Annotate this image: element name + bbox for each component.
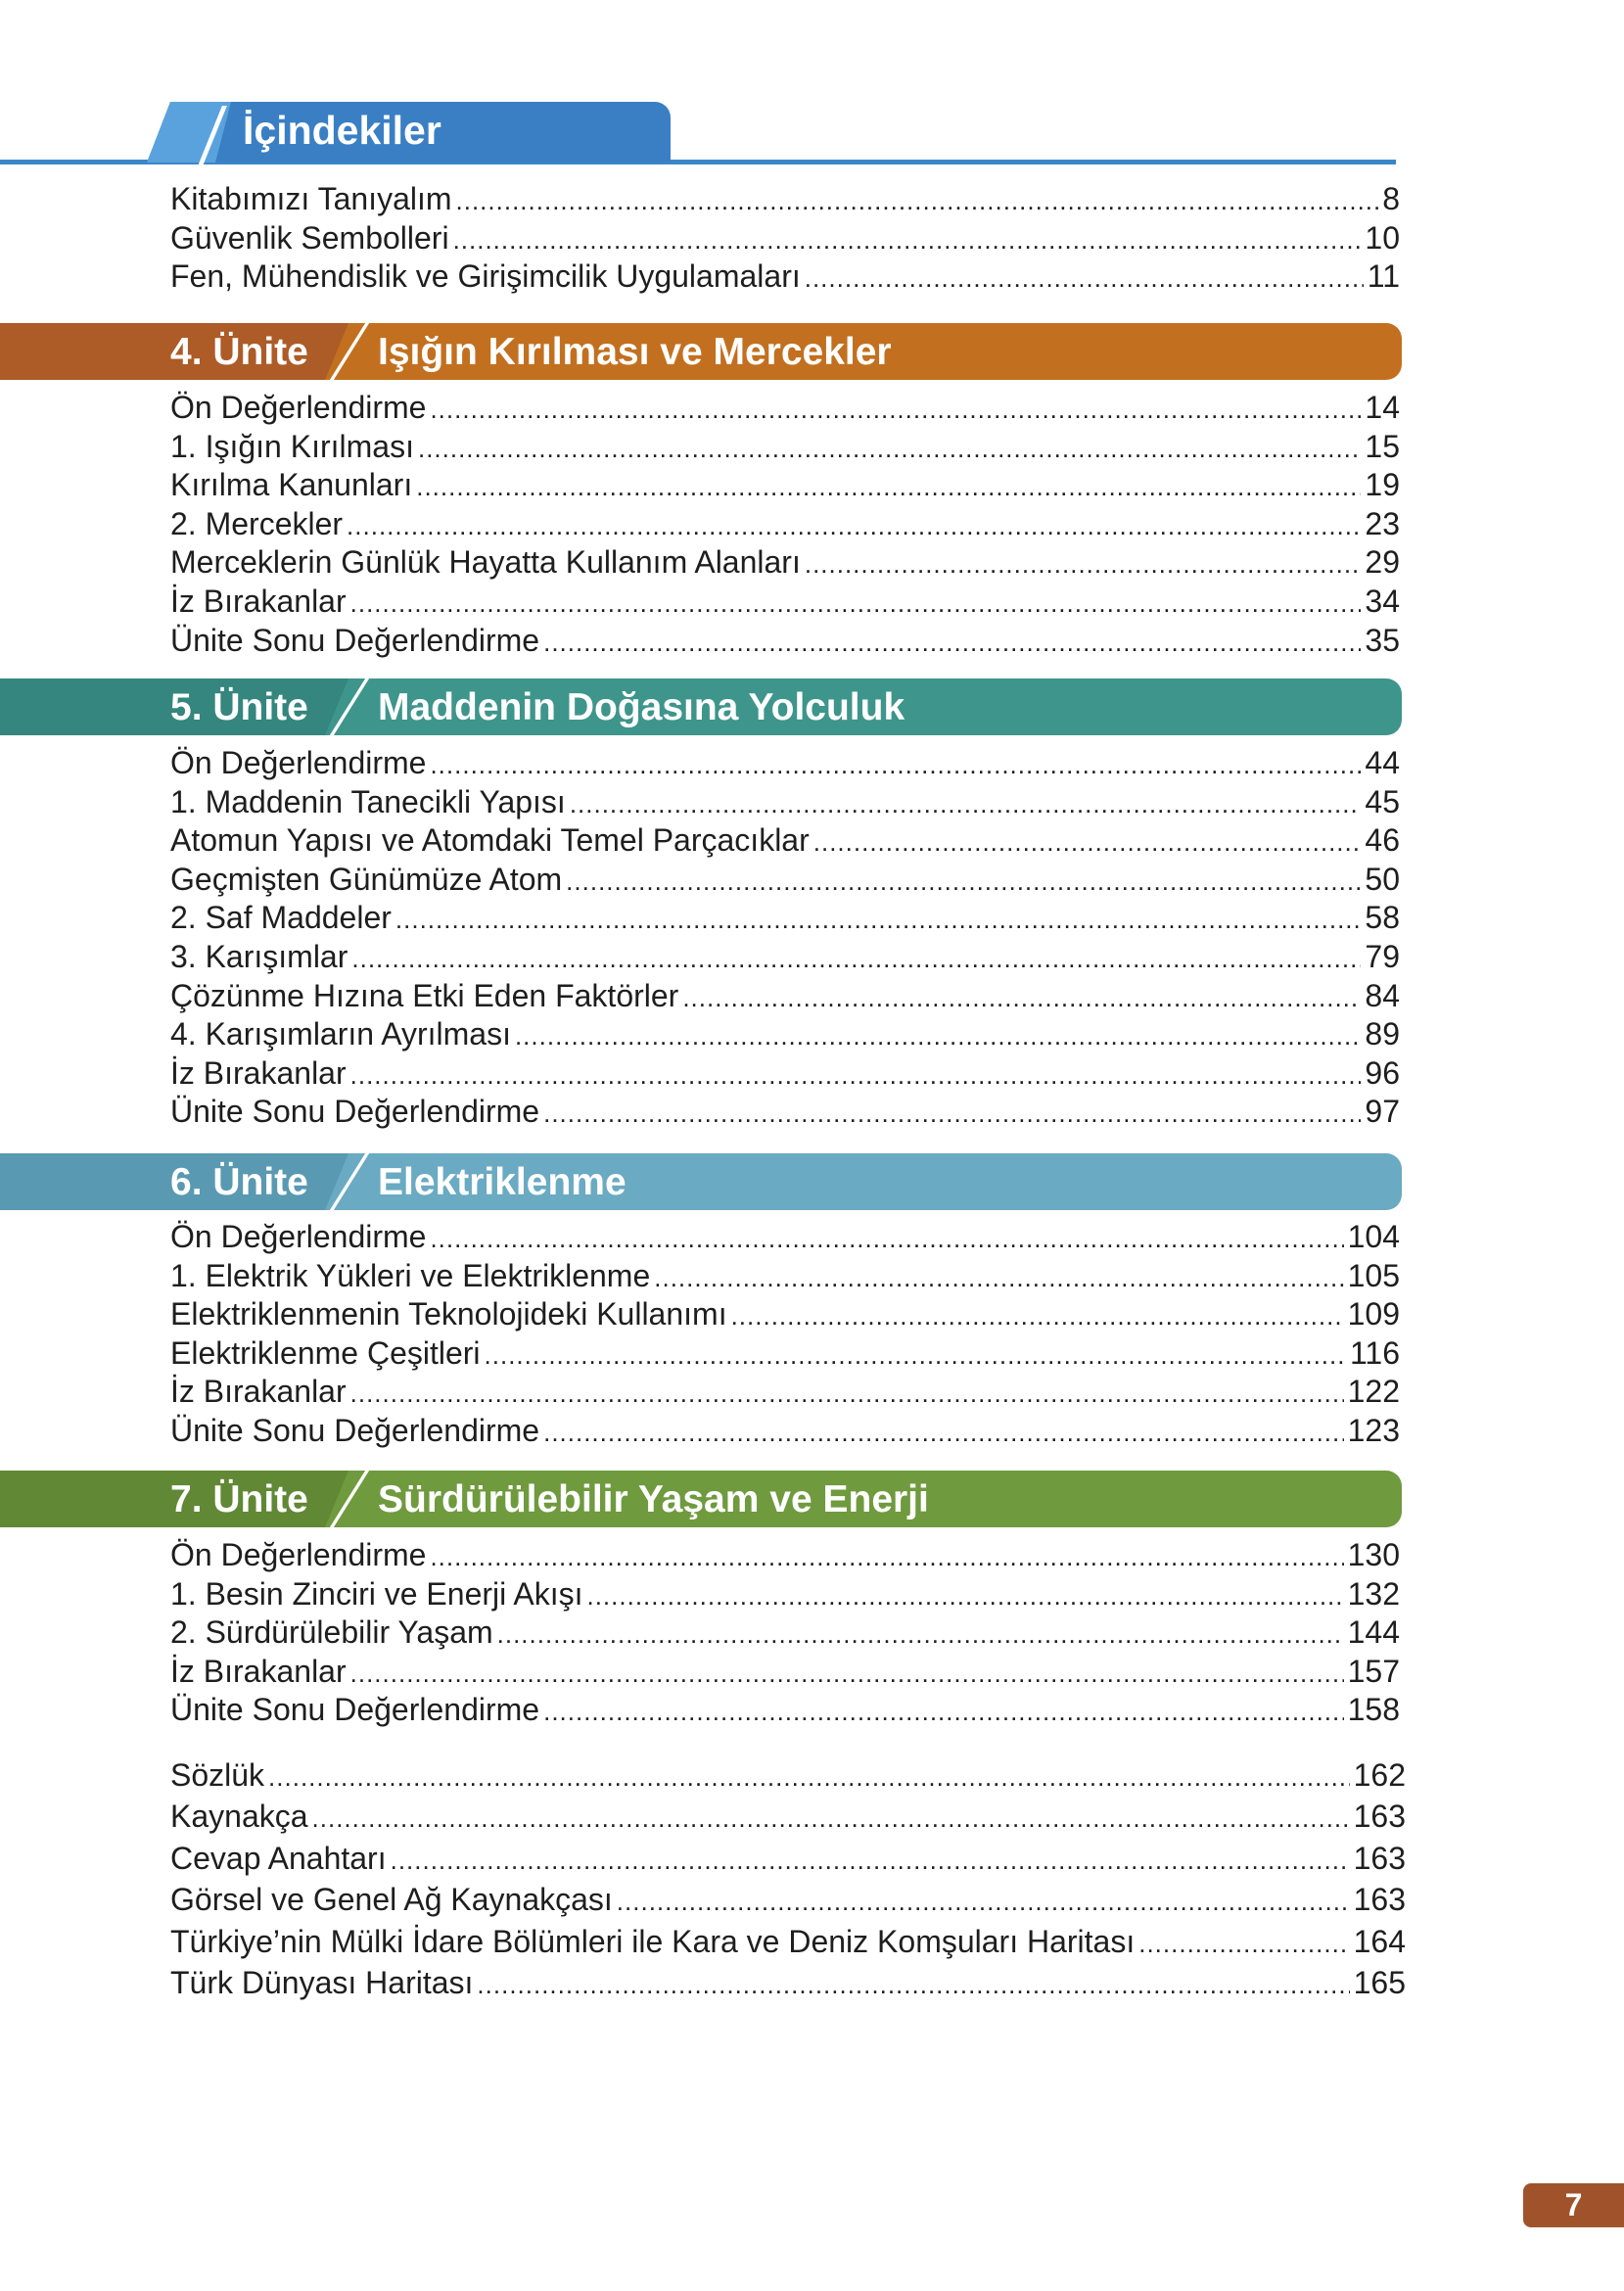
- toc-entry-page: 123: [1347, 1412, 1400, 1448]
- toc-entry-label: 2. Mercekler: [170, 505, 344, 541]
- leader-dots: [731, 1297, 1344, 1336]
- toc-entry-label: İz Bırakanlar: [170, 1374, 347, 1410]
- unit-5-banner: [0, 678, 1402, 735]
- leader-dots: [391, 1840, 1350, 1881]
- toc-entry-label: 1. Maddenin Tanecikli Yapısı: [170, 783, 566, 819]
- toc-entry-page: 163: [1353, 1799, 1406, 1835]
- toc-entry-page: 109: [1347, 1296, 1400, 1333]
- toc-entry-label: Çözünme Hızına Etki Eden Faktörler: [170, 977, 679, 1013]
- toc-entry[interactable]: [170, 1838, 1406, 1879]
- toc-entry-label: Ön Değerlendirme: [170, 1219, 427, 1254]
- toc-entry-label: Geçmişten Günümüze Atom: [170, 861, 563, 897]
- toc-entry[interactable]: [170, 1754, 1406, 1796]
- leader-dots: [350, 584, 1362, 624]
- toc-entry-label: 2. Saf Maddeler: [170, 900, 392, 936]
- toc-entry-page: 79: [1365, 938, 1400, 974]
- toc-entry[interactable]: [170, 1879, 1406, 1920]
- toc-entry[interactable]: [170, 583, 1400, 622]
- leader-dots: [682, 979, 1361, 1018]
- leader-dots: [395, 901, 1362, 940]
- leader-dots: [268, 1756, 1350, 1798]
- page-number-badge: 7: [1523, 2183, 1624, 2227]
- toc-entry[interactable]: [170, 1613, 1400, 1653]
- toc-entry-page: 44: [1365, 745, 1400, 780]
- unit-6-entries: [170, 1218, 1400, 1451]
- toc-entry-page: 84: [1365, 977, 1400, 1013]
- toc-entry[interactable]: [170, 1921, 1406, 1962]
- toc-entry-page: 163: [1353, 1840, 1406, 1876]
- toc-entry-page: 29: [1365, 544, 1400, 581]
- toc-entry[interactable]: [170, 1536, 1400, 1575]
- toc-entry-page: 50: [1365, 861, 1400, 897]
- toc-entry-page: 14: [1365, 390, 1400, 425]
- toc-entry-page: 163: [1353, 1882, 1406, 1918]
- toc-entry-label: İz Bırakanlar: [170, 1054, 347, 1091]
- toc-appendix-list: [170, 1754, 1406, 2003]
- unit-7-entries: [170, 1536, 1400, 1730]
- unit-7-banner: [0, 1471, 1402, 1527]
- toc-entry[interactable]: [170, 744, 1400, 783]
- toc-entry-label: 1. Işığın Kırılması: [170, 428, 414, 464]
- unit-number: 4. Ünite: [170, 331, 308, 373]
- leader-dots: [813, 823, 1362, 863]
- toc-entry-page: 11: [1367, 258, 1400, 295]
- toc-entry-page: 157: [1347, 1653, 1400, 1689]
- toc-entry[interactable]: [170, 1093, 1400, 1132]
- toc-entry[interactable]: [170, 257, 1400, 297]
- toc-entry-page: 165: [1353, 1964, 1406, 2000]
- toc-entry-page: 122: [1347, 1374, 1400, 1410]
- leader-dots: [430, 1538, 1343, 1577]
- unit-title: Elektriklenme: [378, 1161, 626, 1203]
- toc-entry-label: Merceklerin Günlük Hayatta Kullanım Alanları: [170, 544, 801, 581]
- leader-dots: [617, 1881, 1350, 1922]
- toc-entry-page: 96: [1365, 1054, 1400, 1091]
- toc-entry-label: İz Bırakanlar: [170, 583, 347, 619]
- toc-entry[interactable]: [170, 180, 1400, 219]
- leader-dots: [312, 1798, 1350, 1839]
- leader-dots: [654, 1259, 1343, 1298]
- toc-entry-label: Ön Değerlendirme: [170, 745, 427, 780]
- toc-entry[interactable]: [170, 977, 1400, 1016]
- toc-entry-page: 164: [1353, 1923, 1406, 1959]
- toc-entry-page: 116: [1349, 1334, 1400, 1371]
- toc-entry-page: 34: [1365, 583, 1400, 619]
- toc-entry[interactable]: [170, 1218, 1400, 1257]
- toc-entry-label: 2. Sürdürülebilir Yaşam: [170, 1614, 493, 1651]
- toc-entry[interactable]: [170, 1962, 1406, 2003]
- toc-entry-page: 104: [1347, 1219, 1400, 1254]
- leader-dots: [570, 785, 1362, 824]
- unit-title: Işığın Kırılması ve Mercekler: [378, 331, 892, 373]
- toc-intro-list: [170, 180, 1400, 297]
- leader-dots: [566, 863, 1361, 902]
- toc-entry-page: 130: [1347, 1537, 1400, 1572]
- toc-entry-page: 35: [1365, 622, 1400, 658]
- leader-dots: [805, 259, 1364, 299]
- leader-dots: [805, 545, 1362, 584]
- unit-6-banner: [0, 1153, 1402, 1210]
- toc-entry-label: Türk Dünyası Haritası: [170, 1964, 474, 2000]
- toc-entry-page: 162: [1353, 1757, 1406, 1793]
- toc-entry[interactable]: [170, 1412, 1400, 1451]
- leader-dots: [418, 430, 1361, 469]
- toc-entry-label: 3. Karışımlar: [170, 938, 348, 974]
- toc-entry-label: Ünite Sonu Değerlendirme: [170, 1094, 540, 1130]
- leader-dots: [347, 507, 1361, 546]
- unit-title: Sürdürülebilir Yaşam ve Enerji: [378, 1478, 929, 1520]
- toc-entry[interactable]: [170, 389, 1400, 428]
- leader-dots: [351, 940, 1361, 979]
- toc-entry[interactable]: [170, 821, 1400, 861]
- leader-dots: [515, 1017, 1361, 1056]
- toc-entry[interactable]: [170, 783, 1400, 822]
- toc-entry-label: Ünite Sonu Değerlendirme: [170, 622, 540, 658]
- toc-entry[interactable]: [170, 543, 1400, 583]
- toc-entry-page: 105: [1347, 1257, 1400, 1293]
- toc-entry-label: İz Bırakanlar: [170, 1653, 347, 1689]
- leader-dots: [543, 1693, 1344, 1732]
- toc-entry[interactable]: [170, 466, 1400, 505]
- leader-dots: [586, 1577, 1343, 1616]
- toc-entry-page: 45: [1365, 783, 1400, 819]
- unit-5-entries: [170, 744, 1400, 1132]
- leader-dots: [416, 468, 1361, 507]
- toc-entry-label: 1. Elektrik Yükleri ve Elektriklenme: [170, 1257, 651, 1293]
- toc-entry-page: 46: [1365, 822, 1400, 859]
- unit-number: 7. Ünite: [170, 1478, 308, 1520]
- toc-entry-label: Kaynakça: [170, 1799, 308, 1835]
- leader-dots: [430, 391, 1361, 430]
- toc-entry-label: Ünite Sonu Değerlendirme: [170, 1412, 540, 1448]
- toc-entry-label: Elektriklenme Çeşitleri: [170, 1334, 481, 1371]
- toc-entry-label: Kitabımızı Tanıyalım: [170, 181, 452, 216]
- toc-entry-label: Fen, Mühendislik ve Girişimcilik Uygulamaları: [170, 258, 801, 295]
- toc-entry-label: Ünite Sonu Değerlendirme: [170, 1692, 540, 1728]
- leader-dots: [485, 1336, 1346, 1376]
- toc-entry-page: 158: [1347, 1692, 1400, 1728]
- toc-entry[interactable]: [170, 1796, 1406, 1837]
- toc-entry-label: Atomun Yapısı ve Atomdaki Temel Parçacıklar: [170, 822, 810, 859]
- leader-dots: [477, 1964, 1349, 2005]
- leader-dots: [543, 624, 1361, 663]
- toc-entry-label: 4. Karışımların Ayrılması: [170, 1016, 511, 1052]
- page-title: İçindekiler: [243, 108, 441, 153]
- toc-entry[interactable]: [170, 1373, 1400, 1412]
- toc-entry[interactable]: [170, 1575, 1400, 1614]
- toc-entry-page: 58: [1365, 900, 1400, 936]
- toc-entry[interactable]: [170, 1691, 1400, 1730]
- leader-dots: [543, 1095, 1361, 1134]
- toc-entry[interactable]: [170, 861, 1400, 900]
- toc-entry-page: 10: [1365, 219, 1400, 256]
- leader-dots: [350, 1655, 1344, 1694]
- toc-entry-page: 19: [1365, 467, 1400, 503]
- unit-title: Maddenin Doğasına Yolculuk: [378, 686, 905, 728]
- toc-entry[interactable]: [170, 622, 1400, 661]
- toc-entry[interactable]: [170, 1653, 1400, 1692]
- toc-entry-label: Görsel ve Genel Ağ Kaynakçası: [170, 1882, 613, 1918]
- toc-entry[interactable]: [170, 1054, 1400, 1094]
- toc-entry-label: Cevap Anahtarı: [170, 1840, 387, 1876]
- leader-dots: [543, 1414, 1344, 1453]
- toc-entry-page: 89: [1365, 1016, 1400, 1052]
- toc-entry[interactable]: [170, 428, 1400, 467]
- unit-number: 5. Ünite: [170, 686, 308, 728]
- toc-entry-label: Kırılma Kanunları: [170, 467, 413, 503]
- toc-entry-page: 132: [1347, 1575, 1400, 1612]
- toc-entry-page: 144: [1347, 1614, 1400, 1651]
- toc-entry-label: Elektriklenmenin Teknolojideki Kullanımı: [170, 1296, 727, 1333]
- toc-entry[interactable]: [170, 219, 1400, 258]
- toc-entry-label: Ön Değerlendirme: [170, 1537, 427, 1572]
- toc-entry[interactable]: [170, 505, 1400, 544]
- toc-entry-page: 8: [1382, 181, 1400, 216]
- toc-entry-label: Ön Değerlendirme: [170, 390, 427, 425]
- toc-entry-label: 1. Besin Zinciri ve Enerji Akışı: [170, 1575, 583, 1612]
- toc-entry[interactable]: [170, 1015, 1400, 1054]
- toc-entry[interactable]: [170, 899, 1400, 938]
- unit-4-entries: [170, 389, 1400, 660]
- leader-dots: [430, 1220, 1343, 1259]
- toc-entry[interactable]: [170, 938, 1400, 977]
- toc-entry[interactable]: [170, 1295, 1400, 1334]
- unit-4-banner: [0, 323, 1402, 380]
- toc-entry-label: Sözlük: [170, 1757, 265, 1793]
- unit-number: 6. Ünite: [170, 1161, 308, 1203]
- toc-entry-page: 23: [1365, 505, 1400, 541]
- toc-entry[interactable]: [170, 1257, 1400, 1296]
- toc-entry-label: Güvenlik Sembolleri: [170, 219, 449, 256]
- leader-dots: [456, 182, 1379, 221]
- leader-dots: [430, 746, 1361, 785]
- leader-dots: [1138, 1923, 1349, 1964]
- leader-dots: [350, 1056, 1362, 1096]
- leader-dots: [350, 1375, 1344, 1414]
- toc-entry-page: 97: [1365, 1094, 1400, 1130]
- toc-entry[interactable]: [170, 1334, 1400, 1374]
- leader-dots: [453, 221, 1362, 260]
- toc-entry-label: Türkiye’nin Mülki İdare Bölümleri ile Kara ve Deniz Komşuları Haritası: [170, 1923, 1136, 1959]
- leader-dots: [497, 1615, 1344, 1655]
- toc-entry-page: 15: [1365, 428, 1400, 464]
